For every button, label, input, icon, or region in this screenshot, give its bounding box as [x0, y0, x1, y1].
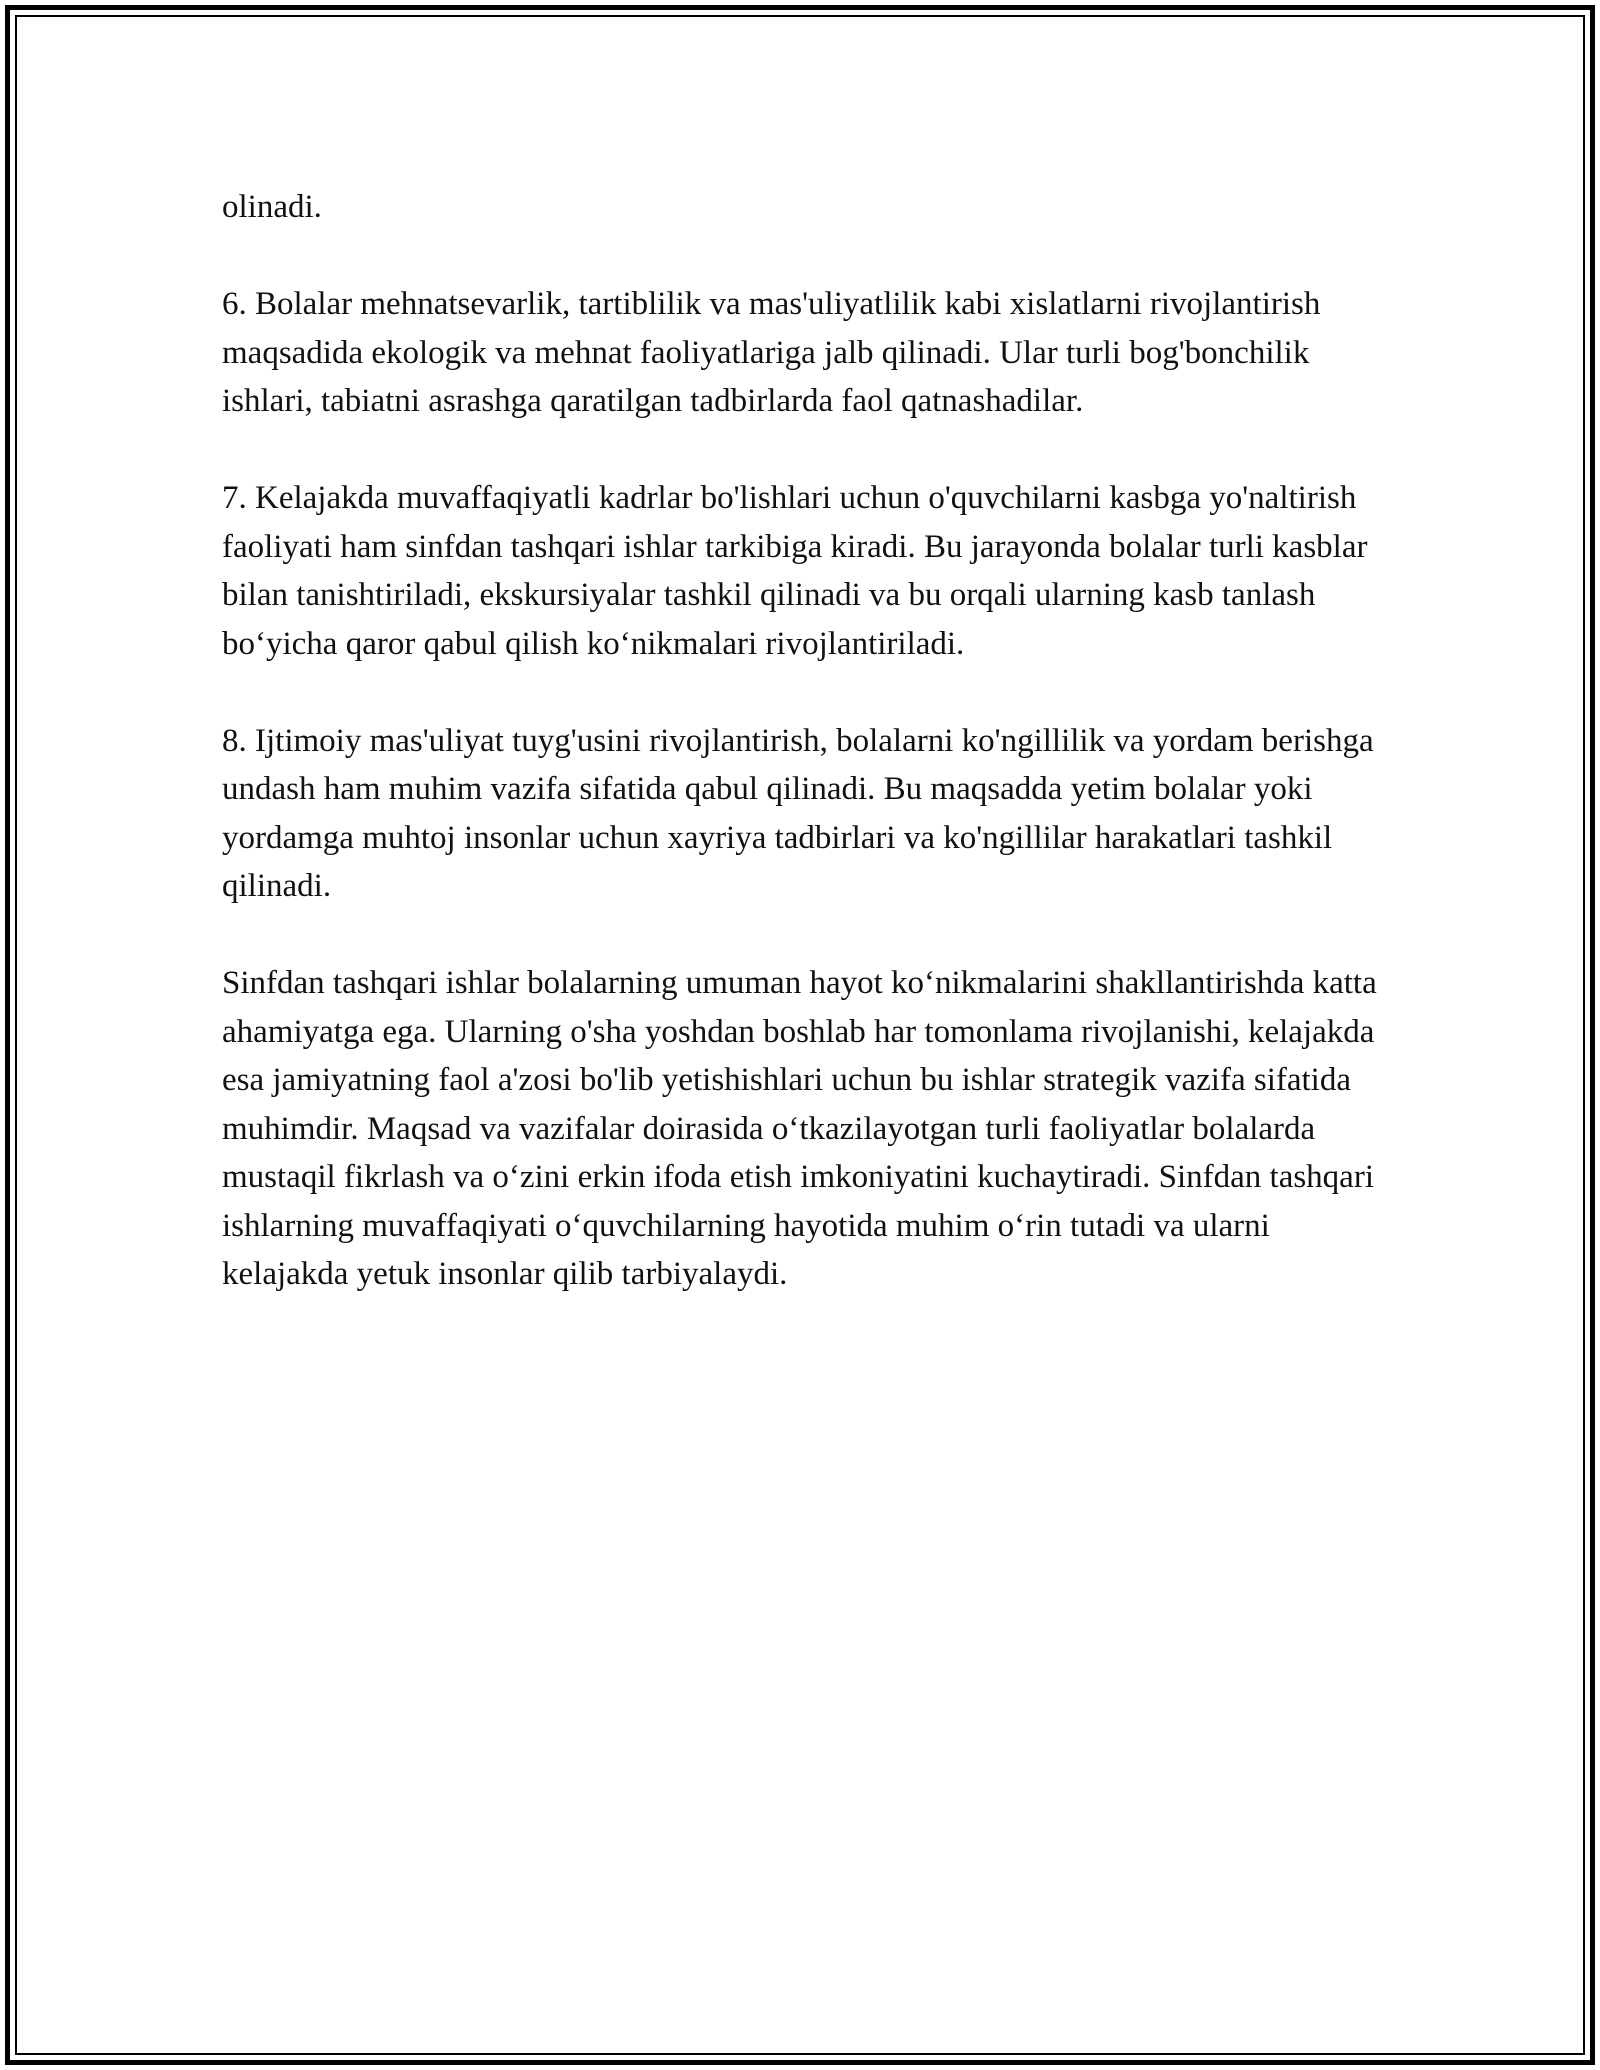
paragraph-item-8: 8. Ijtimoiy mas'uliyat tuyg'usini rivojlantirish, bolalarni ko'ngillilik va yordam berishga undash ham muhim vazifa sifatida qabul qilinadi. Bu maqsadda yetim bolalar yoki yordamga muhtoj insonlar uchun xayriya tadbirlari va ko'ngillilar harakatlari tashkil qilinadi.	[222, 722, 1374, 904]
document-body	[222, 183, 1402, 1347]
paragraph-conclusion: Sinfdan tashqari ishlar bolalarning umuman hayot ko‘nikmalarini shakllantirishda katta ahamiyatga ega. Ularning o'sha yoshdan boshlab har tomonlama rivojlanishi, kelajakda esa jamiyatning faol a'zosi bo'lib yetishishlari uchun bu ishlar strategik vazifa sifatida muhimdir. Maqsad va vazifalar doirasida o‘tkazilayotgan turli faoliyatlar bolalarda mustaqil fikrlash va o‘zini erkin ifoda etish imkoniyatini kuchaytiradi. Sinfdan tashqari ishlarning muvaffaqiyati o‘quvchilarning hayotida muhim o‘rin tutadi va ularni kelajakda yetuk insonlar qilib tarbiyalaydi.	[222, 965, 1377, 1292]
paragraph-continuation: olinadi.	[222, 189, 322, 225]
paragraph-item-7: 7. Kelajakda muvaffaqiyatli kadrlar bo'lishlari uchun o'quvchilarni kasbga yo'naltirish faoliyati ham sinfdan tashqari ishlar tarkibiga kiradi. Bu jarayonda bolalar turli kasblar bilan tanishtiriladi, ekskursiyalar tashkil qilinadi va bu orqali ularning kasb tanlash bo‘yicha qaror qabul qilish ko‘nikmalari rivojlantiriladi.	[222, 480, 1368, 662]
paragraph-item-6: 6. Bolalar mehnatsevarlik, tartiblilik va mas'uliyatlilik kabi xislatlarni rivojlantirish maqsadida ekologik va mehnat faoliyatlariga jalb qilinadi. Ular turli bog'bonchilik ishlari, tabiatni asrashga qaratilgan tadbirlarda faol qatnashadilar.	[222, 286, 1321, 419]
